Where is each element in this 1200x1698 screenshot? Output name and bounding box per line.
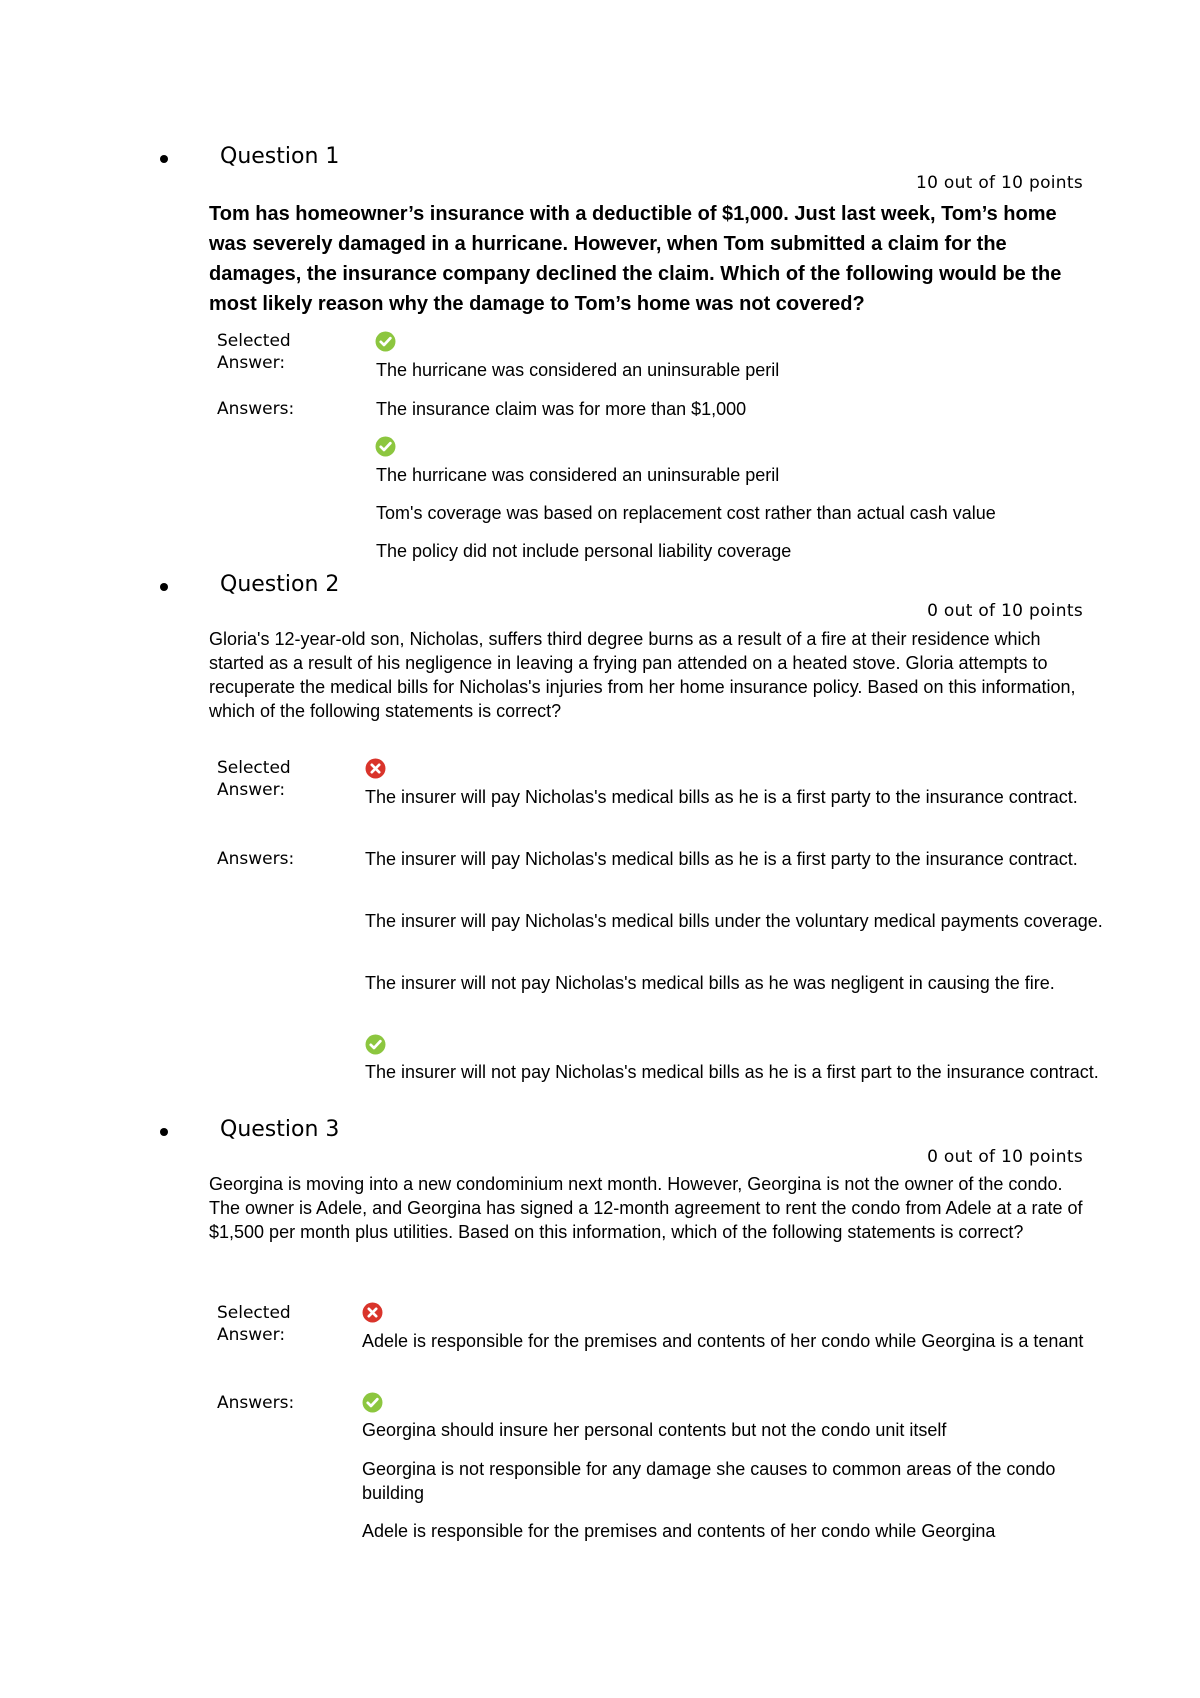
check-circle-icon — [375, 331, 396, 352]
answer-option: Georgina is not responsible for any damage she causes to common areas of the condo building — [362, 1459, 1056, 1503]
bullet-icon — [160, 1128, 168, 1136]
question-text: Tom has homeowner’s insurance with a deductible of $1,000. Just last week, Tom’s home was severely damaged in a hurricane. However, when Tom submitted a claim for the damages, the insurance company declined the claim. Which of the following would be the most likely reason why the damage to Tom’s home was not covered? — [209, 203, 1062, 315]
answer-option: The insurer will pay Nicholas's medical bills as he is a first party to the insurance contract. — [365, 849, 1078, 869]
check-circle-icon — [362, 1392, 383, 1413]
answer-option: Adele is responsible for the premises and contents of her condo while Georgina — [362, 1521, 996, 1541]
bullet-icon — [160, 583, 168, 591]
points-score: 0 out of 10 points — [927, 1147, 1083, 1167]
x-circle-icon — [362, 1302, 383, 1323]
question-title: Question 3 — [220, 1117, 340, 1142]
x-circle-icon — [365, 758, 386, 779]
question-title: Question 1 — [220, 144, 340, 169]
answers-label: Answers: — [217, 1393, 295, 1413]
answer-option: The insurer will pay Nicholas's medical bills under the voluntary medical payments coverage. — [365, 911, 1103, 931]
selected-answer-label: Selected Answer: — [217, 331, 291, 373]
check-circle-icon — [375, 436, 396, 457]
selected-answer-label: Selected Answer: — [217, 758, 291, 800]
points-score: 0 out of 10 points — [927, 601, 1083, 621]
answer-option: The insurance claim was for more than $1,000 — [376, 399, 747, 419]
question-title: Question 2 — [220, 572, 340, 597]
question-text: Gloria's 12-year-old son, Nicholas, suffers third degree burns as a result of a fire at their residence which started as a result of his negligence in leaving a frying pan attended on a heated stove. Gloria attempts to recuperate the medical bills for Nicholas's injuries from her home insurance policy. Based on this information, which of the following statements is correct? — [209, 629, 1076, 721]
selected-answer-text: The insurer will pay Nicholas's medical bills as he is a first party to the insurance contract. — [365, 787, 1078, 807]
question-text: Georgina is moving into a new condominium next month. However, Georgina is not the owner of the condo. The owner is Adele, and Georgina has signed a 12-month agreement to rent the condo from Adele at a rate of $1,500 per month plus utilities. Based on this information, which of the following statements is correct? — [209, 1174, 1083, 1242]
check-circle-icon — [365, 1034, 386, 1055]
selected-answer-text: Adele is responsible for the premises and contents of her condo while Georgina is a tenant — [362, 1331, 1084, 1351]
selected-answer-text: The hurricane was considered an uninsurable peril — [376, 360, 780, 380]
selected-answer-label: Selected Answer: — [217, 1303, 291, 1345]
answer-option: The insurer will not pay Nicholas's medical bills as he was negligent in causing the fire. — [365, 973, 1055, 993]
points-score: 10 out of 10 points — [915, 173, 1083, 193]
answer-option: The hurricane was considered an uninsurable peril — [376, 465, 780, 485]
answer-option: Tom's coverage was based on replacement cost rather than actual cash value — [376, 503, 996, 523]
answer-option: The policy did not include personal liability coverage — [376, 541, 792, 561]
bullet-icon — [160, 155, 168, 163]
answers-label: Answers: — [217, 399, 295, 419]
answer-option: Georgina should insure her personal contents but not the condo unit itself — [362, 1420, 947, 1440]
answers-label: Answers: — [217, 849, 295, 869]
answer-option: The insurer will not pay Nicholas's medical bills as he is a first part to the insurance contract. — [365, 1062, 1099, 1082]
